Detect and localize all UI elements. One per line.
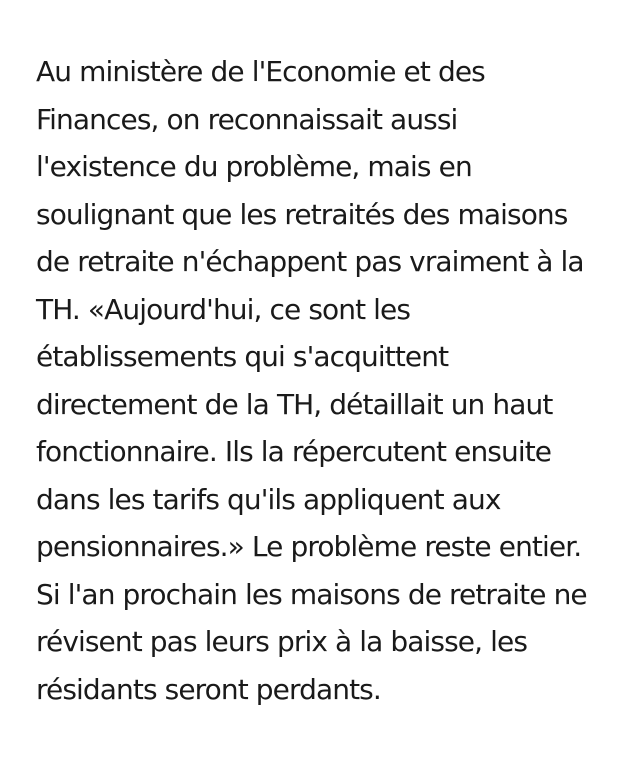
article-paragraph xyxy=(36,48,616,713)
text-line: l'existence du problème, mais en xyxy=(36,150,472,183)
text-line: révisent pas leurs prix à la baisse, les xyxy=(36,625,528,658)
text-line: soulignant que les retraités des maisons xyxy=(36,197,568,231)
text-line: TH. «Aujourd'hui, ce sont les xyxy=(36,292,411,326)
text-line: Si l'an prochain les maisons de retraite ne xyxy=(36,577,587,611)
text-line: de retraite n'échappent pas vraiment à la xyxy=(36,245,584,278)
text-line: Au ministère de l'Economie et des xyxy=(36,55,485,88)
text-line: directement de la TH, détaillait un haut xyxy=(36,387,553,421)
text-line: fonctionnaire. Ils la répercutent ensuite xyxy=(36,435,552,468)
text-line: pensionnaires.» Le problème reste entier. xyxy=(36,530,582,563)
text-line: résidants seront perdants. xyxy=(36,672,381,706)
text-line: établissements qui s'acquittent xyxy=(36,340,449,373)
text-line: Finances, on reconnaissait aussi xyxy=(36,102,458,136)
text-line: dans les tarifs qu'ils appliquent aux xyxy=(36,482,501,516)
